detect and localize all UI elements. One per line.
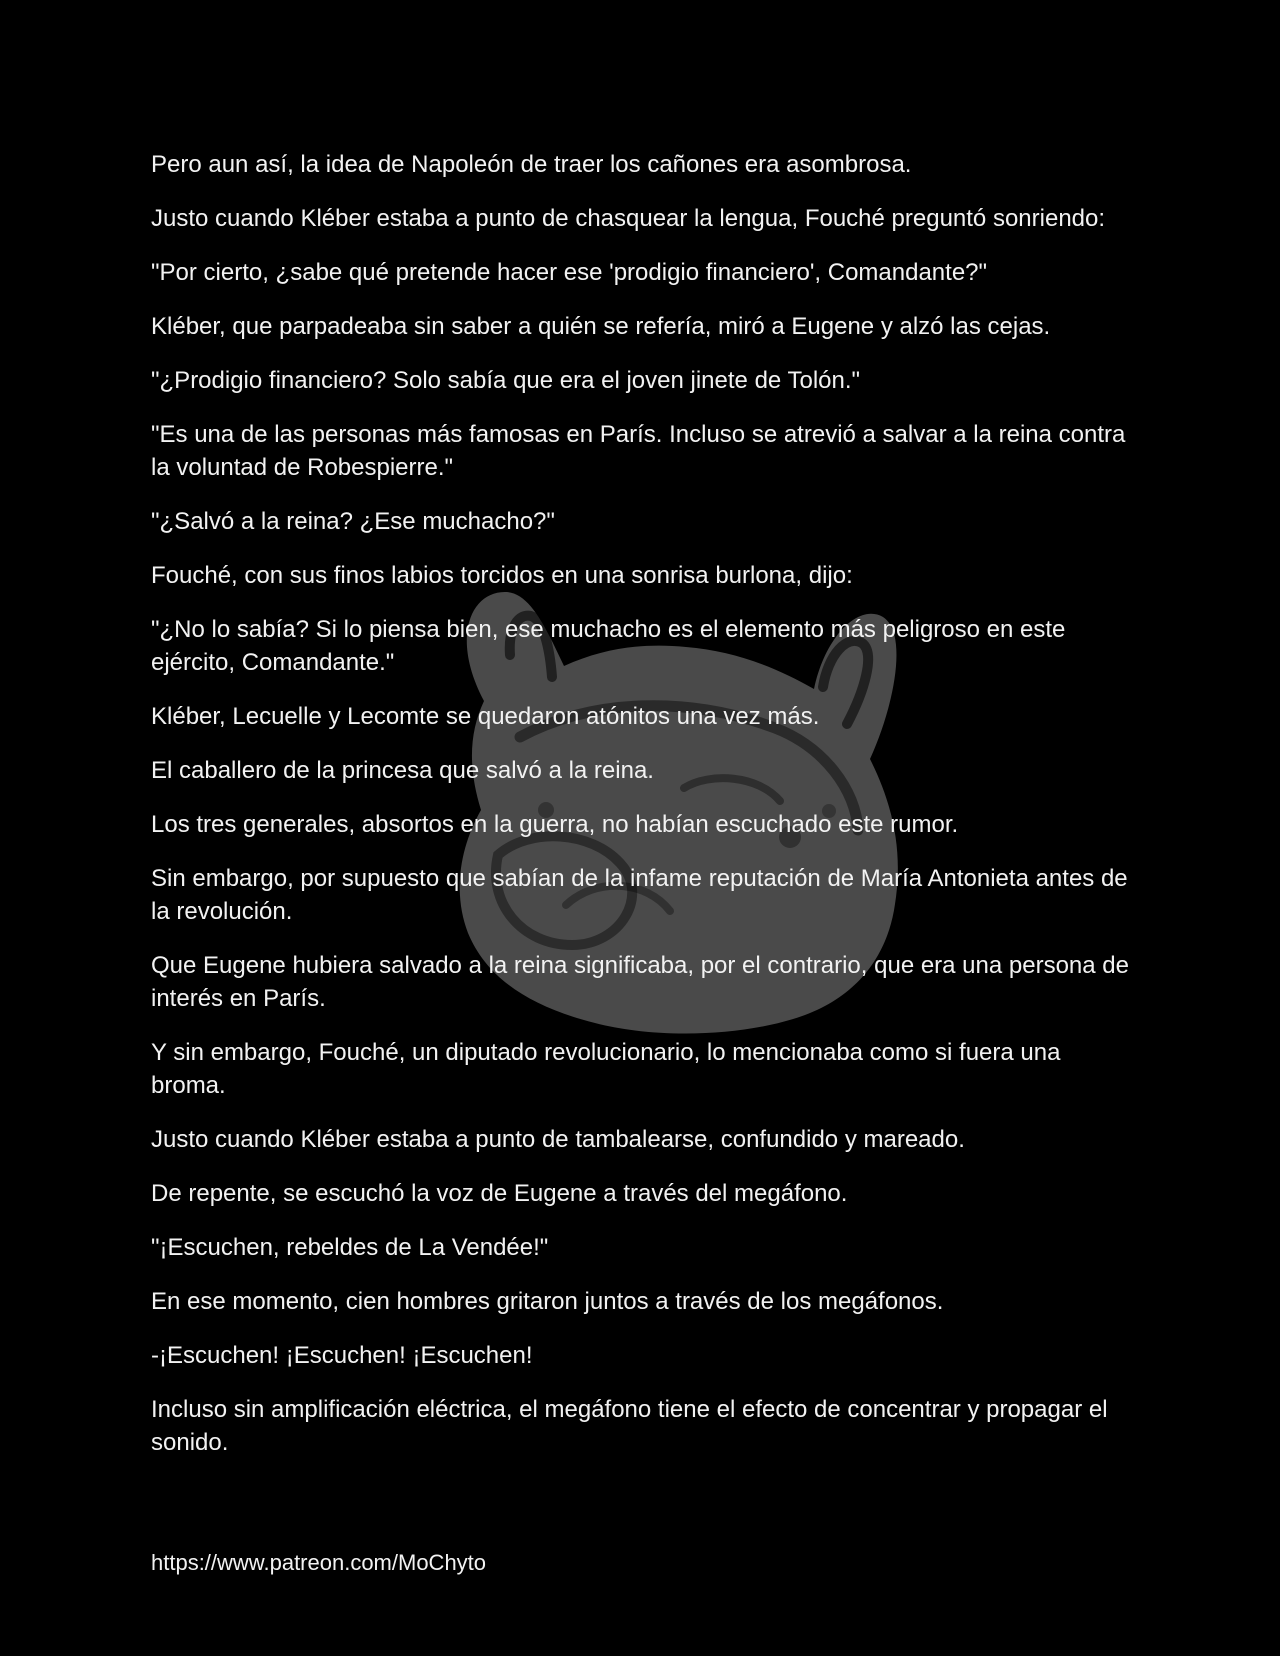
paragraph: "¡Escuchen, rebeldes de La Vendée!"	[151, 1234, 549, 1261]
paragraph: Que Eugene hubiera salvado a la reina significaba, por el contrario, que era una persona de interés en París.	[151, 952, 1129, 1012]
paragraph: Kléber, que parpadeaba sin saber a quién se refería, miró a Eugene y alzó las cejas.	[151, 313, 1051, 340]
paragraph: "¿No lo sabía? Si lo piensa bien, ese muchacho es el elemento más peligroso en este ejército, Comandante."	[151, 616, 1066, 676]
paragraph: Pero aun así, la idea de Napoleón de traer los cañones era asombrosa.	[151, 151, 912, 178]
paragraph: "¿Prodigio financiero? Solo sabía que era el joven jinete de Tolón."	[151, 367, 861, 394]
paragraph: Y sin embargo, Fouché, un diputado revolucionario, lo mencionaba como si fuera una broma.	[151, 1039, 1061, 1099]
paragraph: Fouché, con sus finos labios torcidos en una sonrisa burlona, dijo:	[151, 562, 853, 589]
paragraph: "¿Salvó a la reina? ¿Ese muchacho?"	[151, 508, 555, 535]
paragraph: De repente, se escuchó la voz de Eugene a través del megáfono.	[151, 1180, 848, 1207]
paragraph: Justo cuando Kléber estaba a punto de chasquear la lengua, Fouché preguntó sonriendo:	[151, 205, 1106, 232]
paragraph: Kléber, Lecuelle y Lecomte se quedaron atónitos una vez más.	[151, 703, 820, 730]
paragraph: -¡Escuchen! ¡Escuchen! ¡Escuchen!	[151, 1342, 533, 1369]
paragraph: El caballero de la princesa que salvó a la reina.	[151, 757, 654, 784]
paragraph: Incluso sin amplificación eléctrica, el megáfono tiene el efecto de concentrar y propagar el sonido.	[151, 1396, 1108, 1456]
paragraph: "Es una de las personas más famosas en París. Incluso se atrevió a salvar a la reina contra la voluntad de Robespierre."	[151, 421, 1126, 481]
paragraph: "Por cierto, ¿sabe qué pretende hacer ese 'prodigio financiero', Comandante?"	[151, 259, 988, 286]
patreon-link[interactable]: https://www.patreon.com/MoChyto	[151, 1550, 487, 1575]
paragraph: Los tres generales, absortos en la guerra, no habían escuchado este rumor.	[151, 811, 959, 838]
paragraph: En ese momento, cien hombres gritaron juntos a través de los megáfonos.	[151, 1288, 944, 1315]
paragraph: Justo cuando Kléber estaba a punto de tambalearse, confundido y mareado.	[151, 1126, 965, 1153]
paragraph: Sin embargo, por supuesto que sabían de la infame reputación de María Antonieta antes de la revolución.	[151, 865, 1128, 925]
document-body	[151, 148, 1141, 1480]
